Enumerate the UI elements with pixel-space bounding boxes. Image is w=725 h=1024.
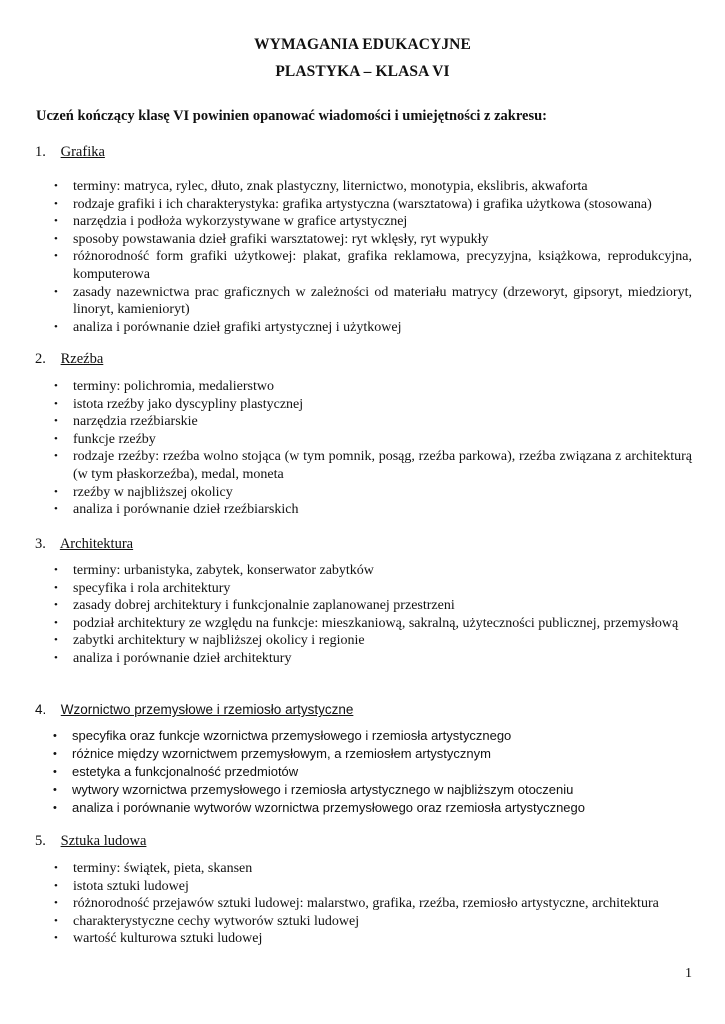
section-heading [35, 536, 133, 553]
list-item: • rzeźby w najbliższej okolicy [54, 484, 233, 500]
bullet-icon: • [53, 748, 57, 760]
section-number: 1. [35, 144, 46, 160]
list-item: • analiza i porównanie dzieł rzeźbiarskich [54, 502, 299, 518]
list-item: • analiza i porównanie wytworów wzornictwa przemysłowego oraz rzemiosła artystycznego [53, 800, 585, 815]
list-item: • terminy: świątek, pieta, skansen [54, 861, 253, 876]
section-number: 5. [35, 833, 46, 849]
section-title: Wzornictwo przemysłowe i rzemiosło artystyczne [60, 702, 354, 717]
section-title: Grafika [60, 144, 105, 160]
bullet-icon: • [54, 450, 58, 463]
list-item: • rodzaje grafiki i ich charakterystyka: grafika artystyczna (warsztatowa) i grafika użytkowa (stosowana) [54, 196, 652, 212]
section-heading [35, 144, 105, 161]
list-item: • istota rzeźby jako dyscypliny plastycznej [54, 396, 304, 412]
section-list [54, 378, 692, 519]
section-title: Rzeźba [60, 351, 104, 367]
list-item: • różnorodność form grafiki użytkowej: plakat, grafika reklamowa, precyzyjna, książkowa, reprodukcyjna, komputerowa [54, 249, 692, 282]
list-item: • wytwory wzornictwa przemysłowego i rzemiosła artystycznego w najbliższym otoczeniu [53, 782, 574, 797]
document-subtitle: PLASTYKA – KLASA VI [275, 63, 450, 80]
section-heading [35, 833, 146, 850]
list-item: • różnorodność przejawów sztuki ludowej: malarstwo, grafika, rzeźba, rzemiosło artystyczne, architektura [54, 896, 659, 912]
bullet-icon: • [53, 730, 57, 742]
bullet-icon: • [54, 634, 58, 647]
list-item: • charakterystyczne cechy wytworów sztuki ludowej [54, 913, 360, 929]
section-number: 4. [35, 702, 47, 717]
bullet-icon: • [54, 564, 58, 576]
section-heading [35, 702, 353, 717]
page-number: 1 [685, 966, 692, 981]
list-item: • analiza i porównanie dzieł architektury [54, 650, 292, 666]
list-item: • terminy: urbanistyka, zabytek, konserwator zabytków [54, 563, 374, 578]
bullet-icon: • [54, 250, 58, 263]
bullet-icon: • [54, 232, 58, 245]
section-number: 3. [35, 536, 46, 552]
bullet-icon: • [54, 485, 58, 498]
list-item: • funkcje rzeźby [54, 431, 156, 447]
list-item: • specyfika i rola architektury [54, 580, 231, 596]
list-item: • estetyka a funkcjonalność przedmiotów [53, 764, 299, 779]
bullet-icon: • [54, 897, 58, 910]
bullet-icon: • [53, 766, 57, 778]
bullet-icon: • [54, 215, 58, 228]
intro-text: Uczeń kończący klasę VI powinien opanować wiadomości i umiejętności z zakresu: [36, 108, 547, 124]
list-item: • różnice między wzornictwem przemysłowym, a rzemiosłem artystycznym [53, 746, 491, 761]
bullet-icon: • [54, 503, 58, 516]
section-list [54, 178, 692, 336]
section-number: 2. [35, 351, 46, 367]
section-list [53, 727, 691, 817]
list-item: • rodzaje rzeźby: rzeźba wolno stojąca (w tym pomnik, posąg, rzeźba parkowa), rzeźba związana z architekturą (w tym płaskorzeźba), medal, moneta [54, 449, 692, 482]
list-item: • podział architektury ze względu na funkcje: mieszkaniową, sakralną, użyteczności publicznej, przemysłową [54, 615, 679, 631]
section-heading [35, 351, 103, 368]
list-item: • zasady nazewnictwa prac graficznych w zależności od materiału matrycy (drzeworyt, gipsoryt, miedzioryt, linoryt, kamienioryt) [54, 284, 692, 318]
bullet-icon: • [53, 802, 57, 814]
bullet-icon: • [54, 285, 58, 298]
bullet-icon: • [54, 432, 58, 445]
bullet-icon: • [54, 581, 58, 594]
bullet-icon: • [54, 651, 58, 664]
list-item: • analiza i porównanie dzieł grafiki artystycznej i użytkowej [54, 319, 402, 335]
bullet-icon: • [54, 197, 58, 210]
section-title: Sztuka ludowa [60, 833, 147, 849]
bullet-icon: • [54, 599, 58, 612]
bullet-icon: • [54, 932, 58, 945]
bullet-icon: • [54, 397, 58, 410]
bullet-icon: • [53, 784, 57, 796]
list-item: • zabytki architektury w najbliższej okolicy i regionie [54, 633, 365, 649]
list-item: • terminy: matryca, rylec, dłuto, znak plastyczny, liternictwo, monotypia, ekslibris, akwaforta [54, 179, 588, 194]
list-item: • specyfika oraz funkcje wzornictwa przemysłowego i rzemiosła artystycznego [53, 728, 512, 743]
list-item: • narzędzia i podłoża wykorzystywane w grafice artystycznej [54, 214, 408, 230]
list-item: • narzędzia rzeźbiarskie [54, 414, 198, 430]
section-title: Architektura [59, 536, 134, 552]
list-item: • wartość kulturowa sztuki ludowej [54, 931, 263, 947]
bullet-icon: • [54, 616, 58, 629]
section-list [54, 860, 692, 948]
list-item: • sposoby powstawania dzieł grafiki warsztatowej: ryt wklęsły, ryt wypukły [54, 231, 489, 247]
bullet-icon: • [54, 879, 58, 892]
list-item: • zasady dobrej architektury i funkcjonalnie zaplanowanej przestrzeni [54, 598, 455, 614]
bullet-icon: • [54, 380, 58, 392]
list-item: • terminy: polichromia, medalierstwo [54, 379, 275, 394]
bullet-icon: • [54, 320, 58, 333]
list-item: • istota sztuki ludowej [54, 878, 189, 894]
document-title: WYMAGANIA EDUKACYJNE [254, 36, 471, 53]
bullet-icon: • [54, 415, 58, 428]
bullet-icon: • [54, 862, 58, 874]
bullet-icon: • [54, 914, 58, 927]
bullet-icon: • [54, 180, 58, 192]
section-list [54, 562, 692, 668]
